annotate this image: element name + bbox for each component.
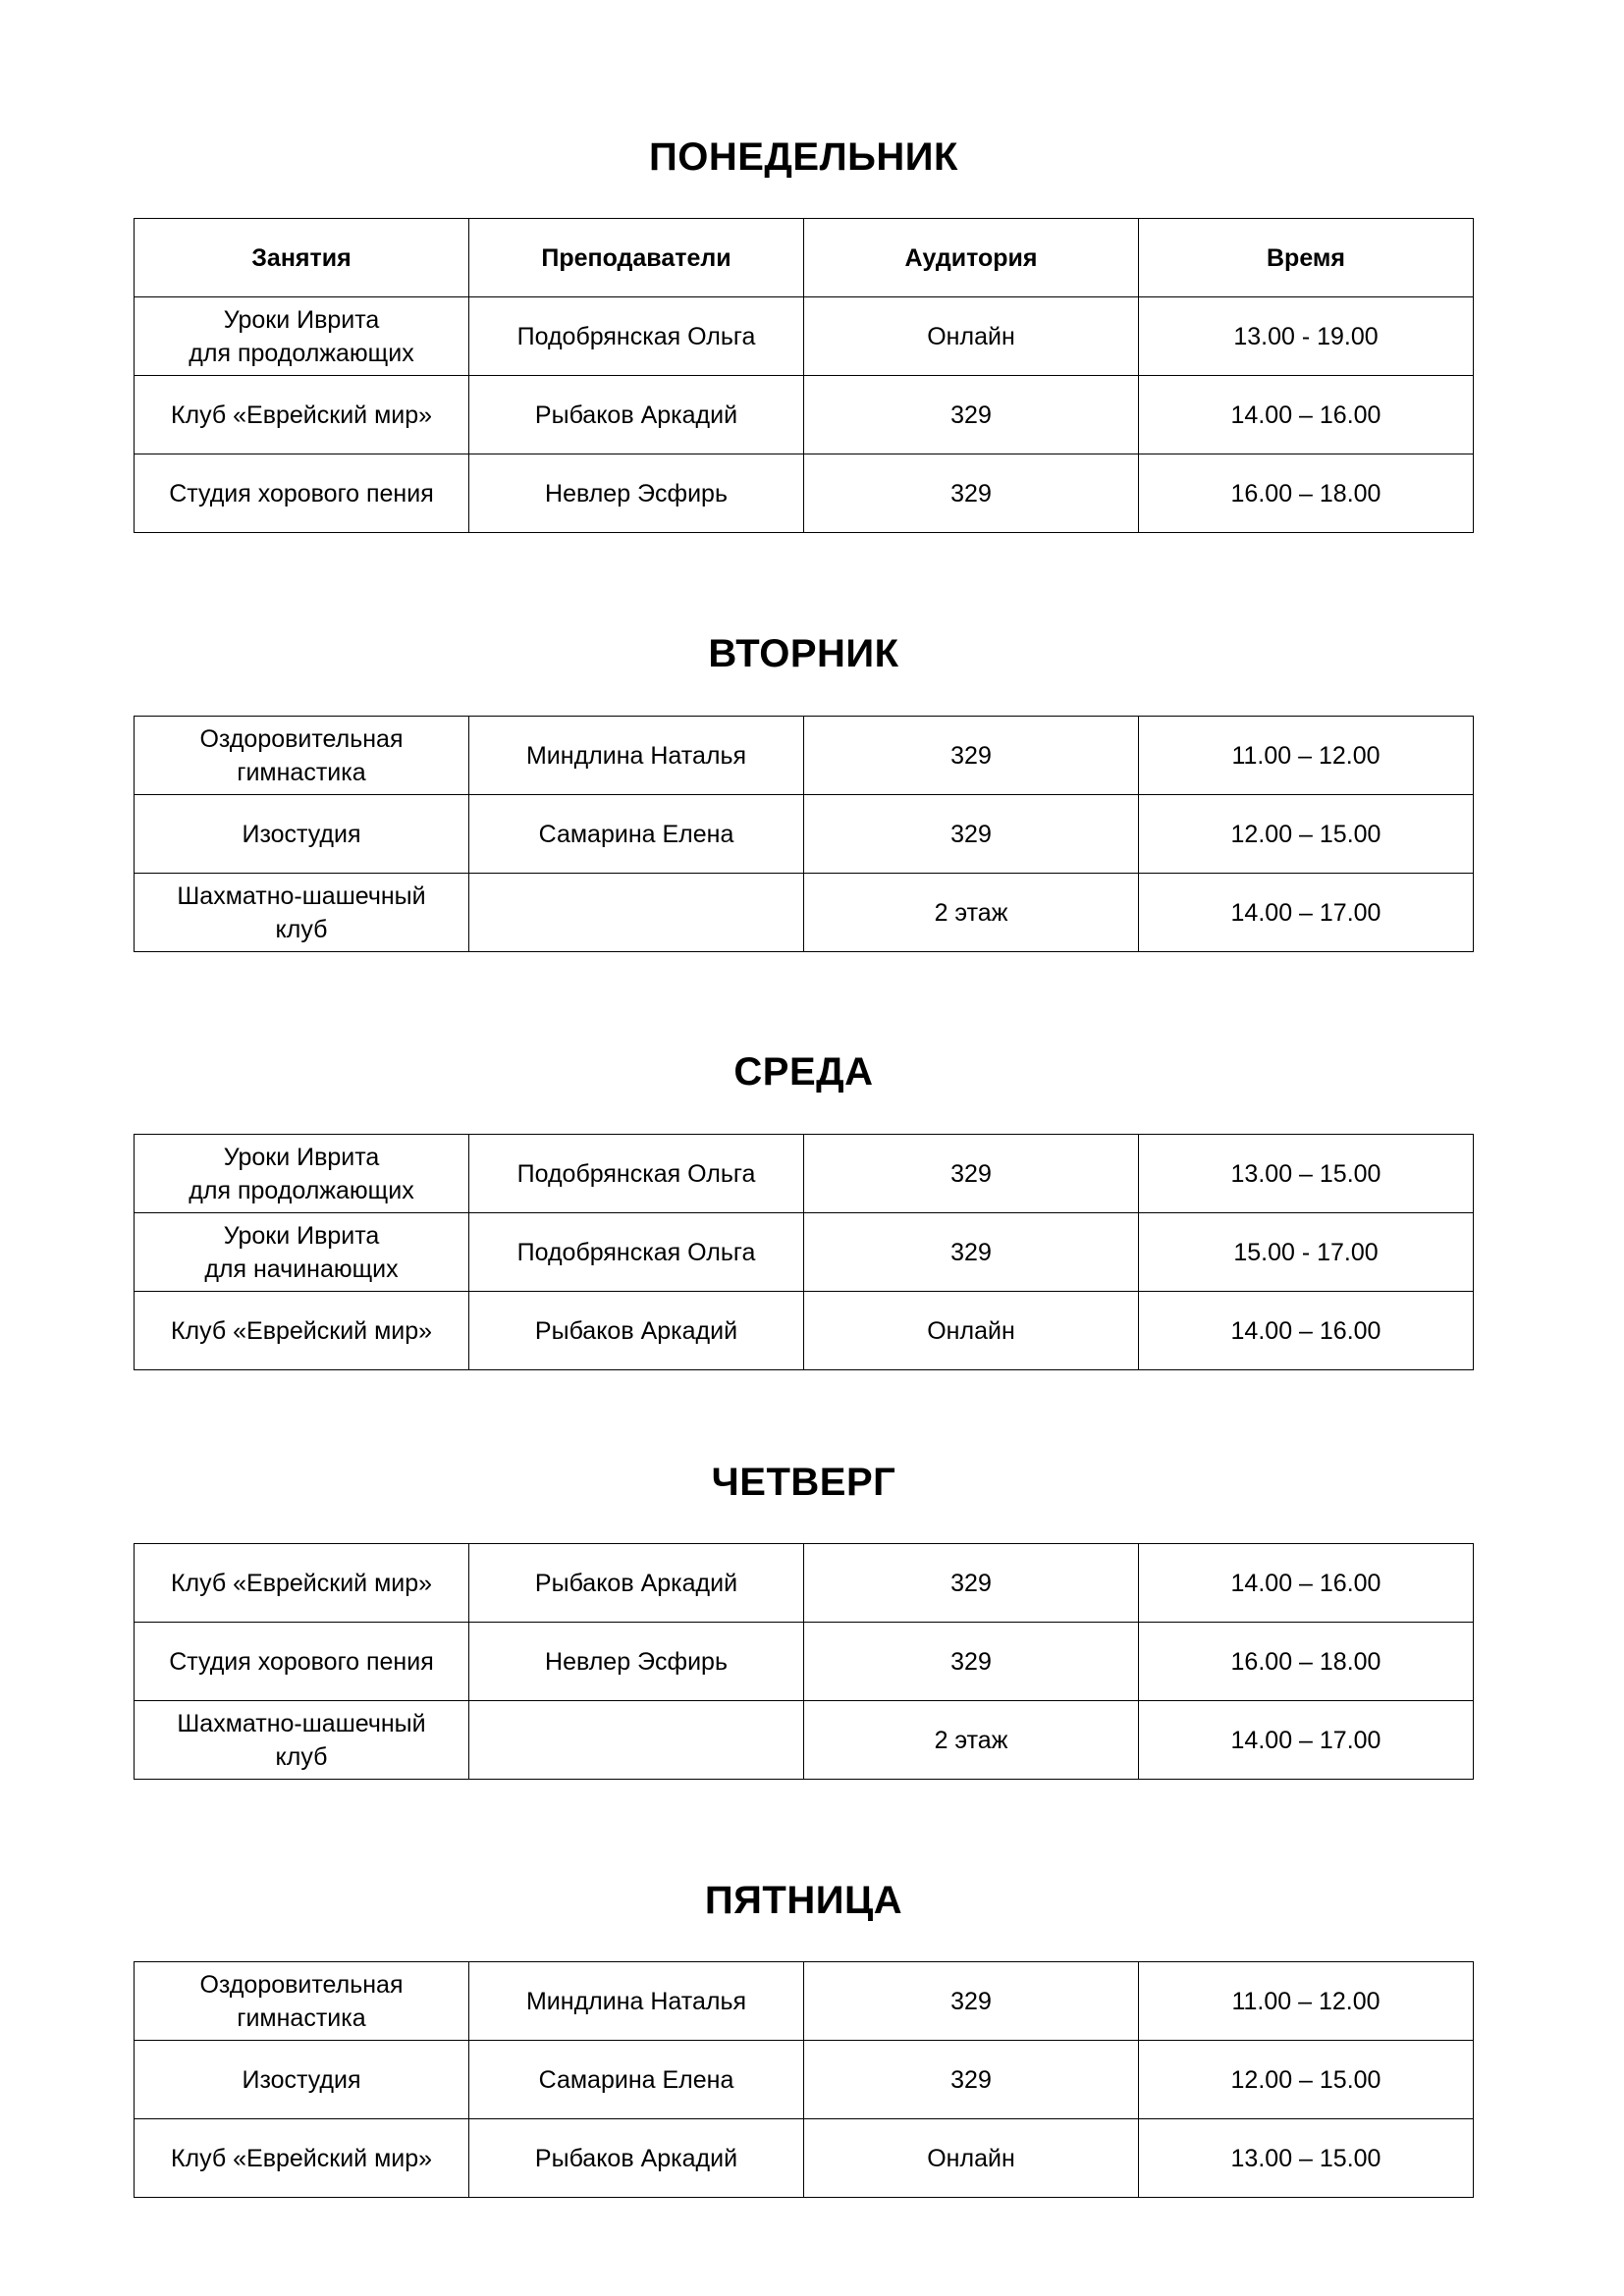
activity-cell: Изостудия	[135, 2041, 469, 2119]
teacher-cell	[469, 1701, 804, 1780]
room-cell: 329	[804, 376, 1139, 454]
teacher-cell: Рыбаков Аркадий	[469, 376, 804, 454]
day-title: ПЯТНИЦА	[704, 1879, 903, 1922]
time-cell: 14.00 – 16.00	[1139, 1544, 1474, 1623]
time-cell: 13.00 – 15.00	[1139, 1135, 1474, 1213]
schedule-table	[134, 716, 1474, 952]
time-cell: 11.00 – 12.00	[1139, 717, 1474, 795]
room-cell: 329	[804, 795, 1139, 874]
room-cell: 329	[804, 2041, 1139, 2119]
table-row	[135, 2041, 1474, 2119]
room-cell: Онлайн	[804, 297, 1139, 376]
table-row	[135, 795, 1474, 874]
time-cell: 14.00 – 16.00	[1139, 1292, 1474, 1370]
teacher-cell	[469, 874, 804, 952]
room-cell: 329	[804, 1623, 1139, 1701]
table-row	[135, 376, 1474, 454]
time-cell: 14.00 – 16.00	[1139, 376, 1474, 454]
teacher-cell: Невлер Эсфирь	[469, 1623, 804, 1701]
time-cell: 16.00 – 18.00	[1139, 1623, 1474, 1701]
schedule-table	[134, 1134, 1474, 1370]
time-cell: 14.00 – 17.00	[1139, 874, 1474, 952]
table-row	[135, 2119, 1474, 2198]
table-row	[135, 297, 1474, 376]
room-cell: 329	[804, 717, 1139, 795]
teacher-cell: Самарина Елена	[469, 2041, 804, 2119]
activity-cell: Студия хорового пения	[135, 1623, 469, 1701]
activity-cell: Оздоровительная гимнастика	[135, 1962, 469, 2041]
activity-cell: Шахматно-шашечный клуб	[135, 1701, 469, 1780]
room-cell: Онлайн	[804, 2119, 1139, 2198]
teacher-cell: Подобрянская Ольга	[469, 297, 804, 376]
teacher-cell: Подобрянская Ольга	[469, 1213, 804, 1292]
activity-cell: Уроки Иврита для продолжающих	[135, 1135, 469, 1213]
day-title: ВТОРНИК	[708, 632, 899, 675]
column-header-time: Время	[1139, 219, 1474, 297]
activity-cell: Изостудия	[135, 795, 469, 874]
day-title: ЧЕТВЕРГ	[711, 1461, 896, 1504]
table-row	[135, 1292, 1474, 1370]
room-cell: 2 этаж	[804, 1701, 1139, 1780]
day-title: ПОНЕДЕЛЬНИК	[649, 135, 958, 179]
table-row	[135, 1213, 1474, 1292]
table-row	[135, 1544, 1474, 1623]
activity-cell: Клуб «Еврейский мир»	[135, 1544, 469, 1623]
time-cell: 13.00 – 15.00	[1139, 2119, 1474, 2198]
teacher-cell: Миндлина Наталья	[469, 1962, 804, 2041]
room-cell: 2 этаж	[804, 874, 1139, 952]
teacher-cell: Невлер Эсфирь	[469, 454, 804, 533]
activity-cell: Оздоровительная гимнастика	[135, 717, 469, 795]
column-header-room: Аудитория	[804, 219, 1139, 297]
room-cell: 329	[804, 454, 1139, 533]
teacher-cell: Рыбаков Аркадий	[469, 2119, 804, 2198]
room-cell: 329	[804, 1544, 1139, 1623]
table-row	[135, 874, 1474, 952]
activity-cell: Клуб «Еврейский мир»	[135, 2119, 469, 2198]
activity-cell: Клуб «Еврейский мир»	[135, 376, 469, 454]
day-title: СРЕДА	[733, 1050, 874, 1094]
teacher-cell: Рыбаков Аркадий	[469, 1292, 804, 1370]
teacher-cell: Самарина Елена	[469, 795, 804, 874]
time-cell: 14.00 – 17.00	[1139, 1701, 1474, 1780]
time-cell: 12.00 – 15.00	[1139, 2041, 1474, 2119]
schedule-table	[134, 1543, 1474, 1780]
time-cell: 11.00 – 12.00	[1139, 1962, 1474, 2041]
teacher-cell: Рыбаков Аркадий	[469, 1544, 804, 1623]
room-cell: 329	[804, 1962, 1139, 2041]
activity-cell: Студия хорового пения	[135, 454, 469, 533]
activity-cell: Уроки Иврита для продолжающих	[135, 297, 469, 376]
table-row	[135, 1135, 1474, 1213]
table-row	[135, 1962, 1474, 2041]
teacher-cell: Миндлина Наталья	[469, 717, 804, 795]
activity-cell: Шахматно-шашечный клуб	[135, 874, 469, 952]
room-cell: 329	[804, 1135, 1139, 1213]
column-header-activity: Занятия	[135, 219, 469, 297]
table-row	[135, 1623, 1474, 1701]
activity-cell: Клуб «Еврейский мир»	[135, 1292, 469, 1370]
schedule-table	[134, 1961, 1474, 2198]
time-cell: 16.00 – 18.00	[1139, 454, 1474, 533]
room-cell: Онлайн	[804, 1292, 1139, 1370]
table-row	[135, 454, 1474, 533]
column-header-teacher: Преподаватели	[469, 219, 804, 297]
table-row	[135, 1701, 1474, 1780]
schedule-table	[134, 218, 1474, 533]
table-header-row	[135, 219, 1474, 297]
teacher-cell: Подобрянская Ольга	[469, 1135, 804, 1213]
time-cell: 12.00 – 15.00	[1139, 795, 1474, 874]
time-cell: 13.00 - 19.00	[1139, 297, 1474, 376]
table-row	[135, 717, 1474, 795]
time-cell: 15.00 - 17.00	[1139, 1213, 1474, 1292]
activity-cell: Уроки Иврита для начинающих	[135, 1213, 469, 1292]
room-cell: 329	[804, 1213, 1139, 1292]
